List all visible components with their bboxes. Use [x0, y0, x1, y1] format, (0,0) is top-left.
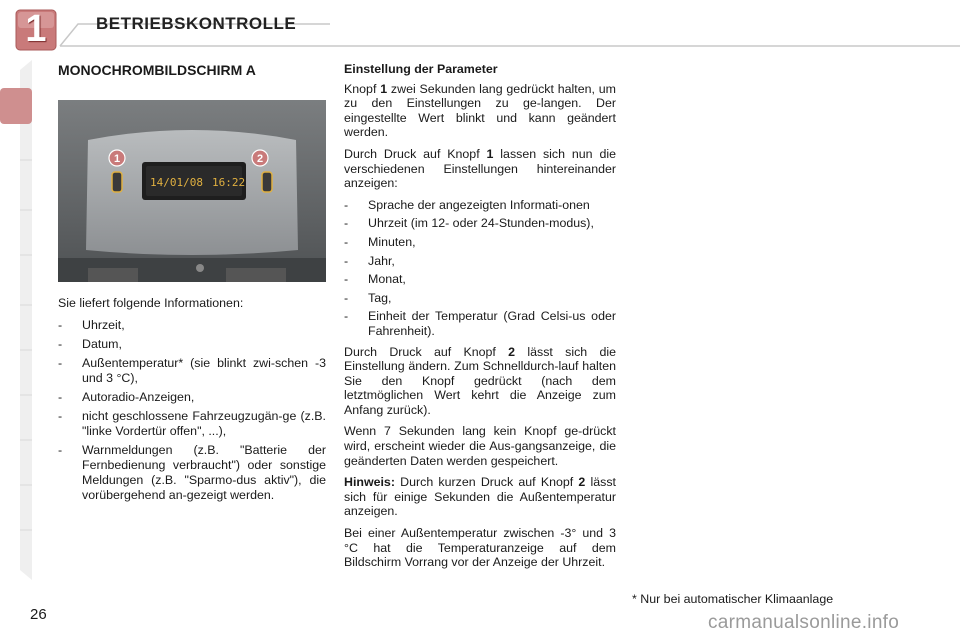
right-column	[344, 62, 616, 577]
button-label-2: 2	[256, 153, 264, 165]
list-item: - Außentemperatur* (sie blinkt zwi-schen -3 und 3 °C),	[58, 356, 326, 386]
settings-list	[344, 198, 616, 339]
section-title: MONOCHROMBILDSCHIRM A	[58, 62, 256, 78]
display-date: 14/01/08	[150, 176, 203, 189]
text: zwei Sekunden lang gedrückt halten, um zu den Einstellungen zu ge-langen. Der eingestellte Wert blinkt und kann geändert werden.	[344, 81, 616, 140]
text: lässt sich die Einstellung ändern. Zum Schnelldurch-lauf halten Sie den Knopf gedrückt (nach dem letztmöglichen Wert kehrt die Anzeige zum Anfang zurück).	[344, 344, 616, 417]
knob-ref: 2	[508, 344, 516, 359]
dashboard-illustration	[58, 100, 326, 282]
list-item: - Jahr,	[344, 254, 616, 269]
list-item: - Einheit der Temperatur (Grad Celsi-us oder Fahrenheit).	[344, 309, 616, 338]
side-tabs	[0, 60, 40, 580]
paragraph: Bei einer Außentemperatur zwischen -3° und 3 °C hat die Temperaturanzeige auf dem Bildschirm Vorrang vor der Anzeige der Uhrzeit.	[344, 526, 616, 570]
knob-ref: 2	[578, 475, 586, 490]
list-item: - Tag,	[344, 291, 616, 306]
list-item: - Uhrzeit,	[58, 318, 326, 333]
list-item: - Sprache der angezeigten Informati-onen	[344, 198, 616, 213]
list-item: - Datum,	[58, 337, 326, 352]
list-item: - Uhrzeit (im 12- oder 24-Stunden-modus),	[344, 216, 616, 231]
paragraph	[344, 82, 616, 140]
list-item: - Autoradio-Anzeigen,	[58, 390, 326, 405]
display-photo	[58, 100, 326, 282]
button-label-1: 1	[113, 153, 121, 165]
paragraph	[344, 147, 616, 191]
note-label: Hinweis:	[344, 475, 395, 490]
page-title: BETRIEBSKONTROLLE	[96, 14, 297, 33]
list-item: - Monat,	[344, 272, 616, 287]
list-item: - Minuten,	[344, 235, 616, 250]
paragraph	[344, 345, 616, 418]
info-list	[58, 318, 326, 503]
paragraph	[344, 475, 616, 519]
watermark: carmanualsonline.info	[708, 612, 900, 633]
paragraph: Wenn 7 Sekunden lang kein Knopf ge-drückt wird, erscheint wieder die Aus-gangsanzeige, die geänderten Daten werden gespeichert.	[344, 424, 616, 468]
subsection-title: Einstellung der Parameter	[344, 62, 498, 76]
text: Durch Druck auf Knopf	[344, 146, 487, 161]
left-column	[58, 296, 326, 509]
text: Knopf	[344, 81, 381, 96]
header-bar	[0, 0, 960, 52]
footnote: * Nur bei automatischer Klimaanlage	[632, 592, 834, 606]
tab-active	[0, 88, 32, 124]
page-number: 26	[30, 606, 47, 623]
knob-ref: 1	[486, 146, 494, 161]
chapter-number: 1	[25, 8, 47, 50]
list-item: - nicht geschlossene Fahrzeugzugän-ge (z.B. "linke Vordertür offen", ...),	[58, 409, 326, 439]
intro-text: Sie liefert folgende Informationen:	[58, 296, 244, 310]
list-item: - Warnmeldungen (z.B. "Batterie der Fernbedienung verbraucht") oder sonstige Meldungen (z.B. "Sparmo-dus aktiv"), die vorübergehend an-gezeigt werden.	[58, 443, 326, 503]
display-time: 16:22	[212, 176, 246, 189]
text: Durch kurzen Druck auf Knopf	[394, 475, 579, 490]
text: Durch Druck auf Knopf	[344, 344, 509, 359]
knob-ref: 1	[380, 81, 388, 96]
text: lassen sich nun die verschiedenen Einstellungen hintereinander anzeigen:	[344, 146, 616, 191]
text: lässt sich für einige Sekunden die Außentemperatur anzeigen.	[344, 475, 616, 519]
